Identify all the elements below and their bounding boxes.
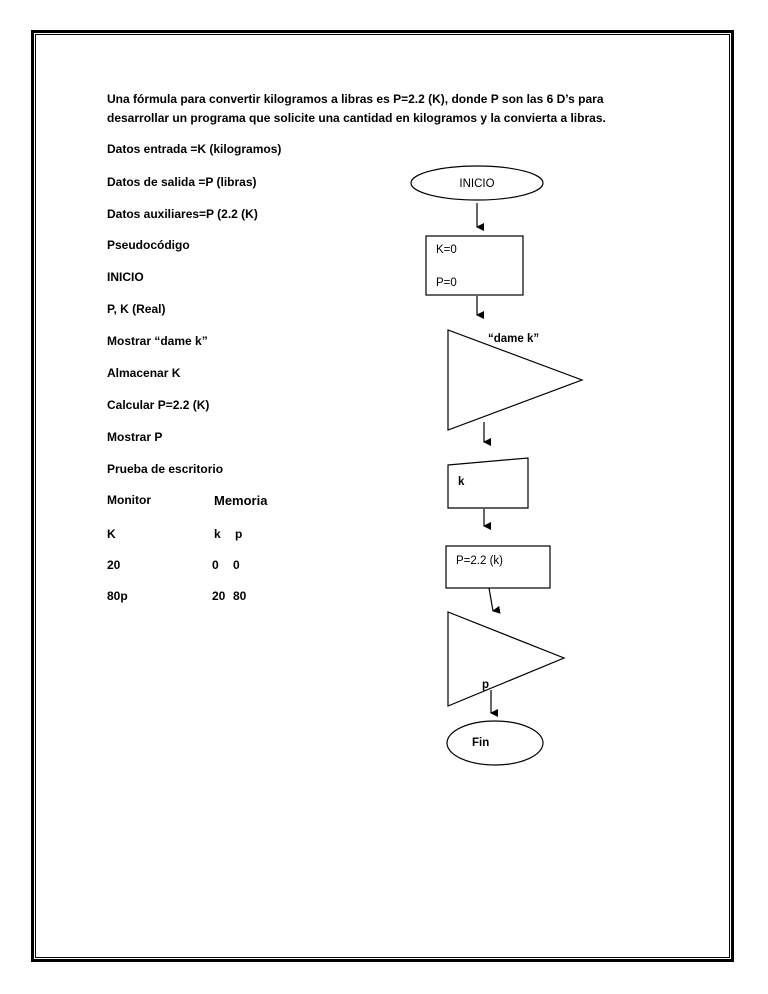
intro-line-1: Una fórmula para convertir kilogramos a libras es P=2.2 (K), donde P son las 6 D’s para [107,92,604,106]
init-k-label: K=0 [436,244,457,256]
calc-process-box [446,546,550,588]
prompt-label: “dame k” [488,333,540,345]
arrow-5 [489,588,493,611]
desk-row-1-monitor: 20 [107,558,121,572]
prompt-display-triangle [448,330,582,430]
desk-monitor-header: Monitor [107,493,151,507]
datos-salida: Datos de salida =P (libras) [107,175,257,189]
desk-mem-k-col: k [214,527,221,541]
input-label: k [458,476,465,488]
desk-row-2-p: 80 [233,589,247,603]
end-label: Fin [472,737,490,749]
desk-row-2-monitor: 80p [107,589,128,603]
intro-line-2: desarrollar un programa que solicite una cantidad en kilogramos y la convierta a libras. [107,111,606,125]
datos-auxiliares: Datos auxiliares=P (2.2 (K) [107,207,258,221]
desk-row-1-k: 0 [212,558,219,572]
desk-memoria-header: Memoria [214,493,268,508]
desk-row-2-k: 20 [212,589,226,603]
end-terminal [447,721,543,765]
prueba-escritorio-heading: Prueba de escritorio [107,462,224,476]
pseudo-calcular: Calcular P=2.2 (K) [107,398,210,412]
pseudo-mostrar-dame: Mostrar “dame k” [107,334,208,348]
pseudo-mostrar-p: Mostrar P [107,430,163,444]
pseudo-almacenar: Almacenar K [107,366,181,380]
output-display-triangle [448,612,564,706]
desk-monitor-col: K [107,527,116,541]
datos-entrada: Datos entrada =K (kilogramos) [107,142,282,156]
pseudocodigo-heading: Pseudocódigo [107,238,190,252]
output-label: p [482,679,490,691]
pseudo-inicio: INICIO [107,270,144,284]
init-p-label: P=0 [436,277,457,289]
desk-row-1-p: 0 [233,558,240,572]
start-label: INICIO [459,178,495,190]
pseudo-variables: P, K (Real) [107,302,166,316]
desk-mem-p-col: p [235,527,243,541]
process-label: P=2.2 (k) [456,555,503,567]
